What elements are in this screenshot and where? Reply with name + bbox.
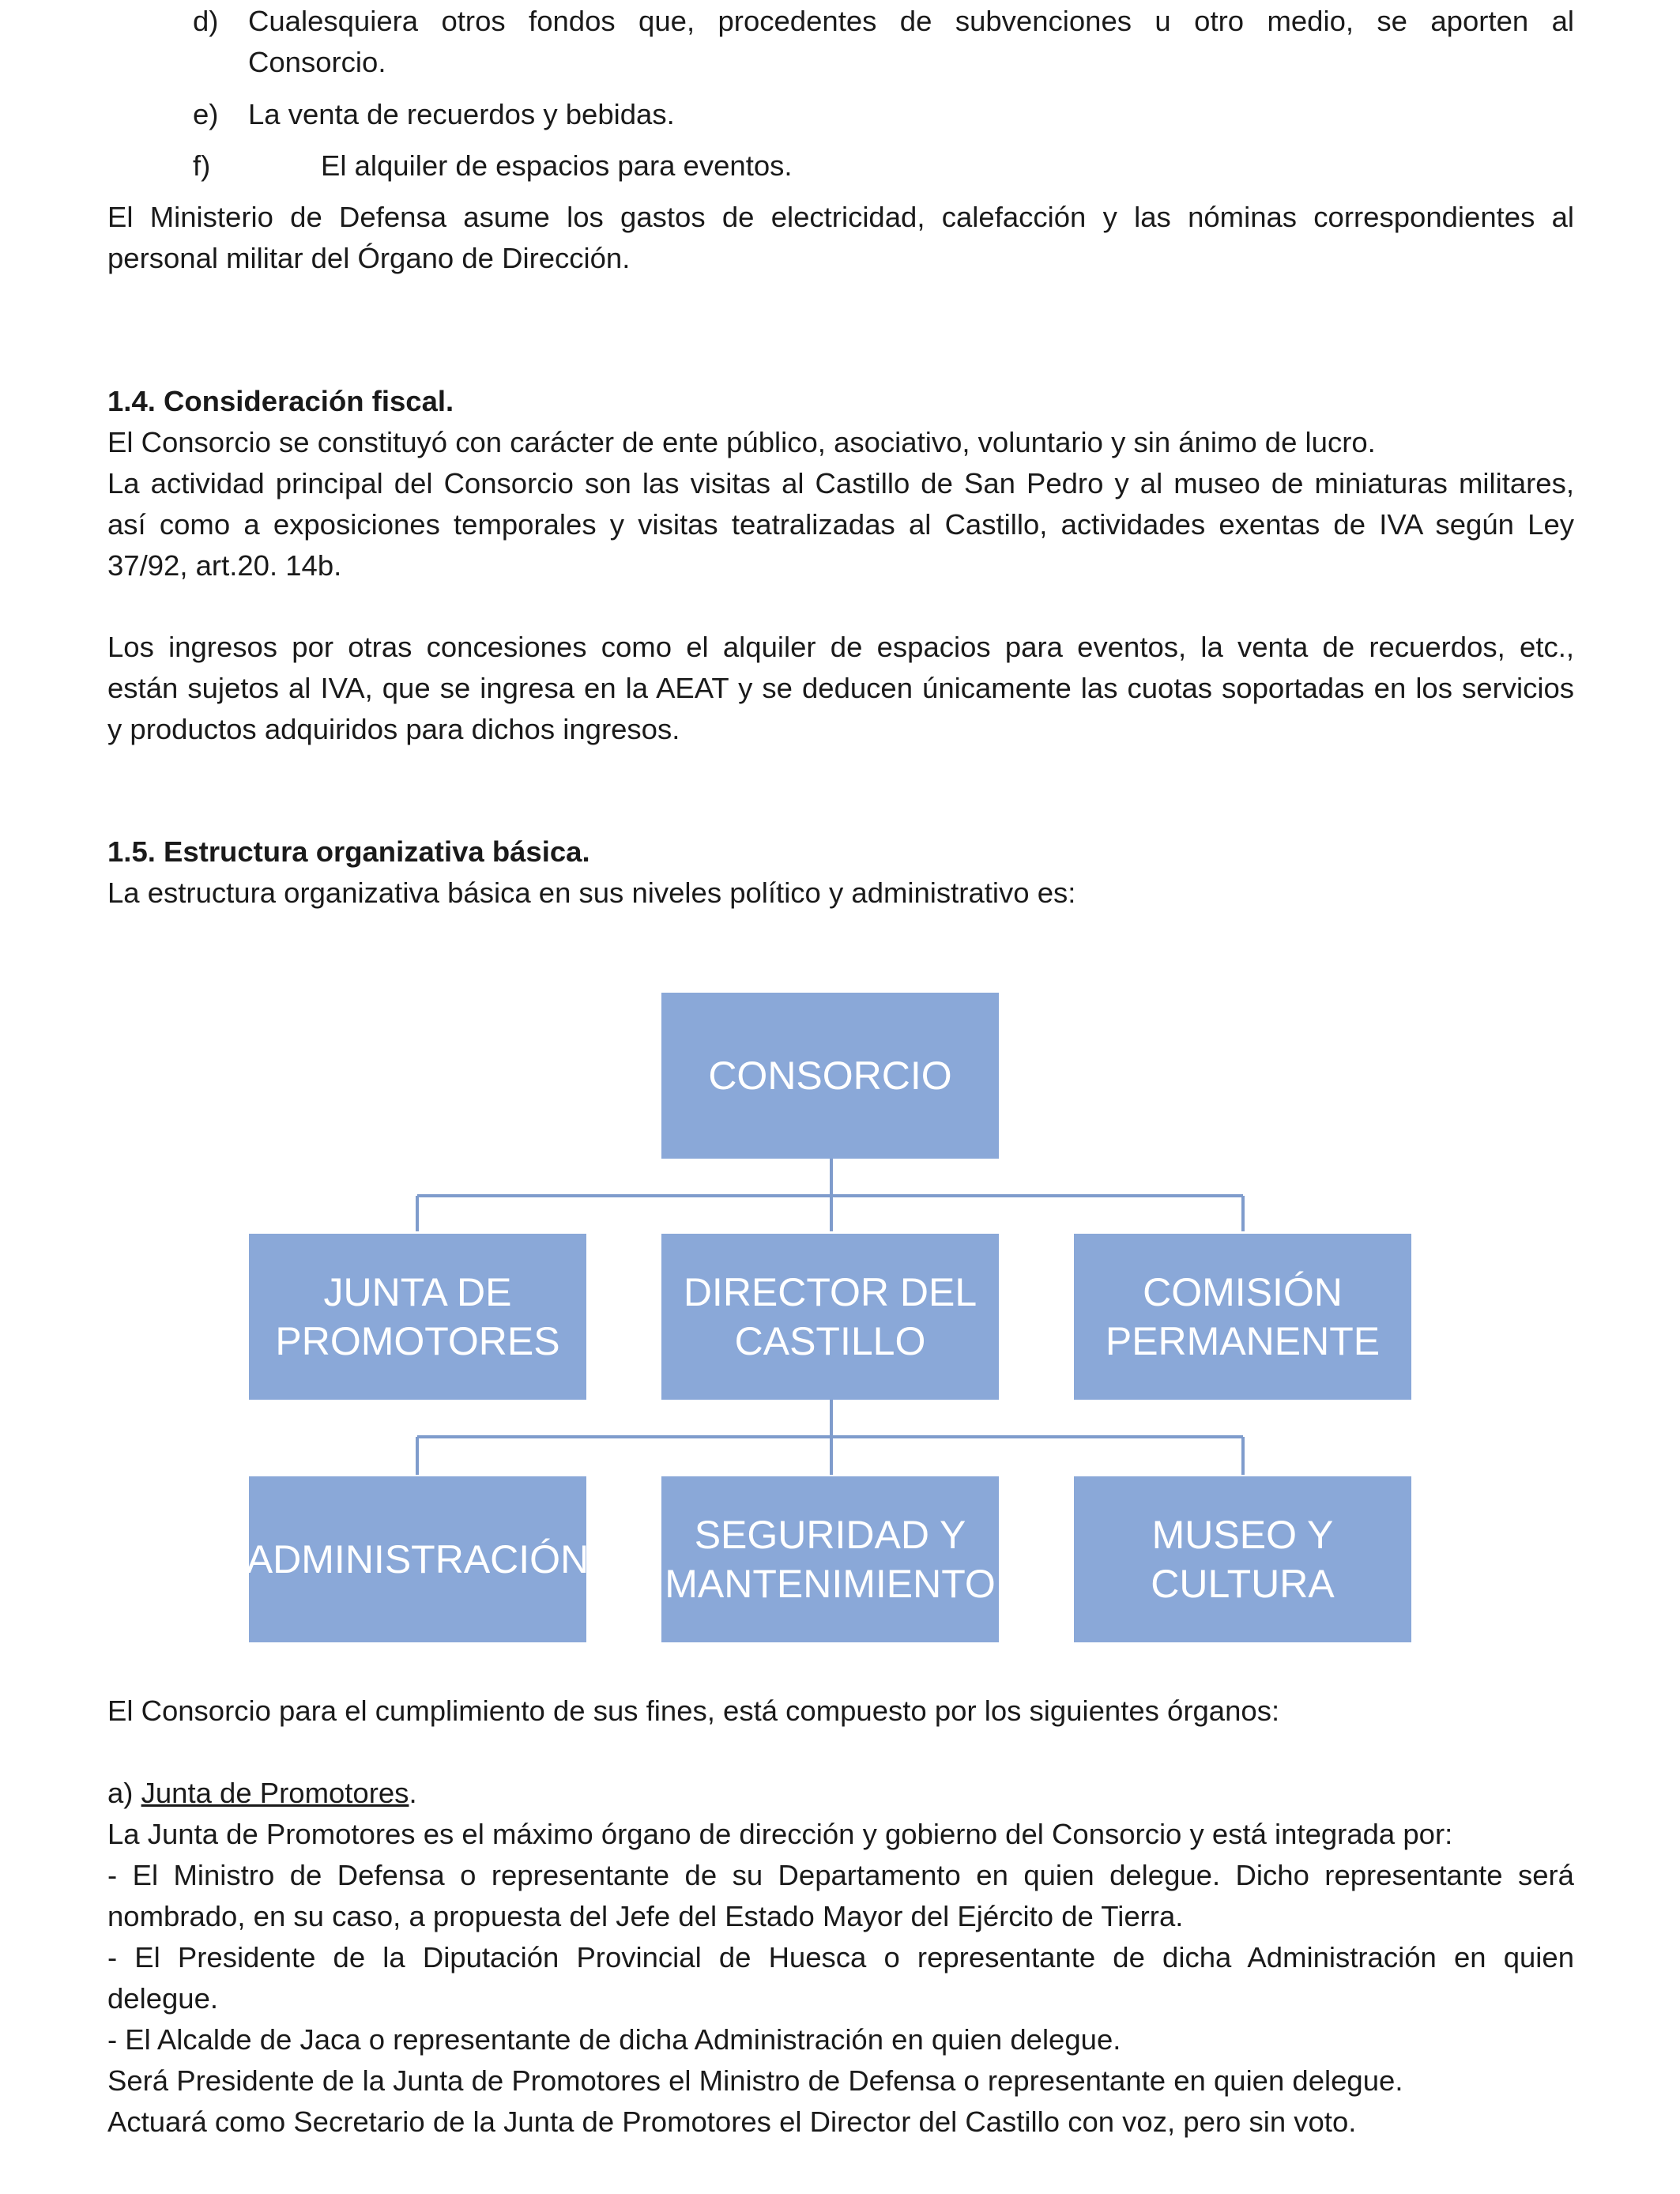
para-fiscal-2-line2: así como a exposiciones temporales y visitas teatralizadas al Castillo, actividades exentas de IVA según Ley bbox=[107, 508, 1574, 541]
section-heading-1-5: 1.5. Estructura organizativa básica. bbox=[107, 835, 590, 868]
organo-a-marker: a) bbox=[107, 1777, 141, 1809]
org-box-director-castillo bbox=[661, 1234, 999, 1400]
org-box-junta-line1: JUNTA DE bbox=[323, 1270, 512, 1314]
org-box-director-line2: CASTILLO bbox=[734, 1319, 926, 1363]
organo-a-title-end: . bbox=[409, 1777, 417, 1809]
organo-a-item1-line2: nombrado, en su caso, a propuesta del Jefe del Estado Mayor del Ejército de Tierra. bbox=[107, 1900, 1184, 1932]
list-marker-f: f) bbox=[193, 149, 211, 182]
organo-a-item1-line1: - El Ministro de Defensa o representante de su Departamento en quien delegue. Dicho representante será bbox=[107, 1859, 1574, 1891]
para-fiscal-2-line1: La actividad principal del Consorcio son las visitas al Castillo de San Pedro y al museo de miniaturas militares, bbox=[107, 467, 1574, 499]
org-box-museo-line2: CULTURA bbox=[1151, 1562, 1335, 1606]
org-box-seguridad-line1: SEGURIDAD Y bbox=[694, 1513, 966, 1557]
organo-a-item3: - El Alcalde de Jaca o representante de dicha Administración en quien delegue. bbox=[107, 2023, 1121, 2056]
org-box-museo-line1: MUSEO Y bbox=[1151, 1513, 1334, 1557]
list-item-d-line1: Cualesquiera otros fondos que, procedentes de subvenciones u otro medio, se aporten al bbox=[248, 5, 1574, 37]
list-marker-e: e) bbox=[193, 98, 219, 130]
para-presidente: Será Presidente de la Junta de Promotores el Ministro de Defensa o representante en quien delegue. bbox=[107, 2064, 1403, 2097]
list-item-d-line2: Consorcio. bbox=[248, 46, 386, 78]
org-box-junta-line2: PROMOTORES bbox=[275, 1319, 560, 1363]
para-fiscal-3-line1: Los ingresos por otras concesiones como el alquiler de espacios para eventos, la venta de recuerdos, etc., bbox=[107, 631, 1574, 663]
organo-a-heading bbox=[107, 1773, 417, 1814]
organo-a-title: Junta de Promotores bbox=[141, 1777, 409, 1809]
section-heading-1-4: 1.4. Consideración fiscal. bbox=[107, 385, 454, 417]
org-box-administracion-label: ADMINISTRACIÓN bbox=[246, 1537, 590, 1581]
organo-a-description: La Junta de Promotores es el máximo órgano de dirección y gobierno del Consorcio y está integrada por: bbox=[107, 1818, 1453, 1850]
para-fiscal-3-line3: y productos adquiridos para dichos ingresos. bbox=[107, 713, 680, 745]
para-ministerio-line2: personal militar del Órgano de Dirección. bbox=[107, 242, 631, 274]
organo-a-item2-line2: delegue. bbox=[107, 1982, 219, 2015]
list-marker-d: d) bbox=[193, 5, 219, 37]
para-estructura-intro: La estructura organizativa básica en sus niveles político y administrativo es: bbox=[107, 876, 1076, 909]
list-item-f: El alquiler de espacios para eventos. bbox=[321, 149, 793, 182]
org-box-comision-line2: PERMANENTE bbox=[1105, 1319, 1381, 1363]
para-secretario: Actuará como Secretario de la Junta de Promotores el Director del Castillo con voz, pero sin voto. bbox=[107, 2105, 1357, 2138]
org-box-consorcio bbox=[661, 993, 999, 1159]
org-box-junta-promotores bbox=[249, 1234, 586, 1400]
org-box-administracion bbox=[246, 1476, 590, 1642]
organo-a-item2-line1: - El Presidente de la Diputación Provincial de Huesca o representante de dicha Administración en quien bbox=[107, 1941, 1574, 1973]
para-organos-intro: El Consorcio para el cumplimiento de sus fines, está compuesto por los siguientes órganos: bbox=[107, 1695, 1280, 1727]
org-box-comision-permanente bbox=[1074, 1234, 1411, 1400]
org-box-museo-cultura bbox=[1074, 1476, 1411, 1642]
para-fiscal-2-line3: 37/92, art.20. 14b. bbox=[107, 549, 342, 582]
org-box-consorcio-label: CONSORCIO bbox=[708, 1054, 952, 1098]
org-box-seguridad-line2: MANTENIMIENTO bbox=[665, 1562, 996, 1606]
para-fiscal-3-line2: están sujetos al IVA, que se ingresa en la AEAT y se deducen únicamente las cuotas soportadas en los servicios bbox=[107, 672, 1574, 704]
para-fiscal-1: El Consorcio se constituyó con carácter de ente público, asociativo, voluntario y sin ánimo de lucro. bbox=[107, 426, 1376, 458]
org-box-comision-line1: COMISIÓN bbox=[1143, 1270, 1343, 1314]
org-box-director-line1: DIRECTOR DEL bbox=[683, 1270, 977, 1314]
list-item-e: La venta de recuerdos y bebidas. bbox=[248, 98, 675, 130]
para-ministerio-line1: El Ministerio de Defensa asume los gastos de electricidad, calefacción y las nóminas correspondientes al bbox=[107, 201, 1574, 233]
org-box-seguridad-mantenimiento bbox=[661, 1476, 999, 1642]
